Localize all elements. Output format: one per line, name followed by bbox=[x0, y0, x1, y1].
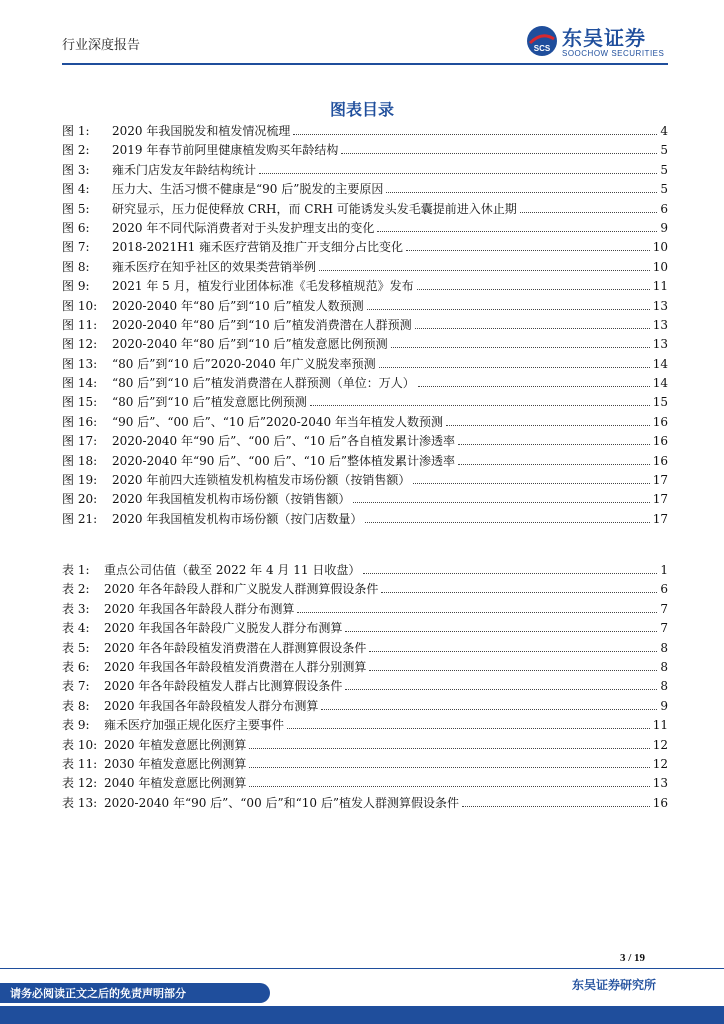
toc-entry-title: 2020-2040 年“90 后”、“00 后”、“10 后”各自植发累计渗透率 bbox=[112, 434, 456, 449]
toc-leader-dots bbox=[297, 600, 657, 613]
table-index-entry[interactable] bbox=[62, 561, 668, 580]
table-index-entry[interactable] bbox=[62, 736, 668, 755]
toc-entry-page: 12 bbox=[652, 756, 668, 771]
toc-leader-dots bbox=[381, 580, 657, 593]
toc-entry-label: 图 19: bbox=[62, 473, 98, 488]
toc-entry-label: 图 6: bbox=[62, 220, 90, 235]
toc-entry-page: 13 bbox=[652, 337, 668, 352]
figure-index-entry[interactable] bbox=[62, 200, 668, 219]
toc-entry-label: 图 7: bbox=[62, 240, 90, 255]
figure-index-entry[interactable] bbox=[62, 393, 668, 412]
toc-entry-label: 表 12: bbox=[62, 776, 98, 791]
toc-leader-dots bbox=[462, 794, 650, 807]
toc-entry-page: 6 bbox=[660, 582, 668, 597]
toc-entry-label: 表 4: bbox=[62, 621, 90, 636]
table-index-list bbox=[62, 561, 668, 813]
toc-entry-label: 图 17: bbox=[62, 434, 98, 449]
toc-entry-label: 图 10: bbox=[62, 298, 98, 313]
figure-index-entry[interactable] bbox=[62, 510, 668, 529]
toc-entry-label: 图 9: bbox=[62, 279, 90, 294]
toc-entry-page: 11 bbox=[652, 718, 668, 733]
toc-entry-title: 2020 年不同代际消费者对于头发护理支出的变化 bbox=[112, 220, 375, 235]
figure-index-entry[interactable] bbox=[62, 316, 668, 335]
toc-entry-title: 雍禾医疗在知乎社区的效果类营销举例 bbox=[112, 259, 317, 274]
toc-entry-page: 5 bbox=[660, 182, 668, 197]
toc-entry-title: 2020 年我国植发机构市场份额（按销售额） bbox=[112, 492, 351, 507]
toc-entry-title: 2030 年植发意愿比例测算 bbox=[104, 756, 247, 771]
toc-entry-title: 2020 年我国脱发和植发情况梳理 bbox=[112, 124, 291, 138]
logo-english-name: SOOCHOW SECURITIES bbox=[562, 49, 665, 58]
toc-entry-title: 2020 年前四大连锁植发机构植发市场份额（按销售额） bbox=[112, 473, 411, 488]
toc-entry-label: 图 11: bbox=[62, 317, 98, 332]
toc-entry-page: 17 bbox=[652, 511, 668, 526]
toc-leader-dots bbox=[345, 677, 657, 690]
toc-entry-label: 表 1: bbox=[62, 563, 90, 577]
toc-leader-dots bbox=[249, 736, 649, 749]
toc-entry-label: 图 3: bbox=[62, 162, 90, 177]
toc-entry-page: 13 bbox=[652, 776, 668, 791]
toc-entry-label: 表 7: bbox=[62, 679, 90, 694]
table-index-entry[interactable] bbox=[62, 755, 668, 774]
figure-index-list bbox=[62, 122, 668, 529]
toc-entry-page: 17 bbox=[652, 492, 668, 507]
page-title: 图表目录 bbox=[329, 100, 394, 119]
table-index-entry[interactable] bbox=[62, 677, 668, 696]
toc-entry-title: “90 后”、“00 后”、“10 后”2020-2040 年当年植发人数预测 bbox=[112, 414, 444, 429]
toc-leader-dots bbox=[310, 393, 650, 406]
toc-entry-label: 图 16: bbox=[62, 414, 98, 429]
figure-index-entry[interactable] bbox=[62, 355, 668, 374]
toc-entry-page: 14 bbox=[652, 356, 668, 371]
toc-leader-dots bbox=[379, 355, 650, 368]
figure-index-entry[interactable] bbox=[62, 432, 668, 451]
toc-leader-dots bbox=[341, 141, 657, 154]
toc-entry-page: 5 bbox=[660, 143, 668, 158]
figure-index-entry[interactable] bbox=[62, 490, 668, 509]
toc-leader-dots bbox=[321, 697, 657, 710]
toc-leader-dots bbox=[367, 297, 650, 310]
figure-index-entry[interactable] bbox=[62, 374, 668, 393]
toc-entry-title: “80 后”到“10 后”植发消费潜在人群预测（单位：万人） bbox=[112, 376, 415, 391]
table-index-entry[interactable] bbox=[62, 658, 668, 677]
toc-entry-label: 图 5: bbox=[62, 201, 90, 216]
toc-entry-title: 2020 年植发意愿比例测算 bbox=[104, 737, 247, 752]
toc-leader-dots bbox=[319, 258, 650, 271]
soochow-logo-icon bbox=[526, 25, 558, 57]
toc-entry-label: 表 10: bbox=[62, 737, 98, 752]
figure-index-entry[interactable] bbox=[62, 122, 668, 141]
toc-leader-dots bbox=[249, 774, 649, 787]
toc-entry-label: 图 8: bbox=[62, 259, 90, 274]
toc-leader-dots bbox=[369, 639, 657, 652]
toc-leader-dots bbox=[386, 180, 657, 193]
toc-entry-label: 表 5: bbox=[62, 640, 90, 655]
toc-entry-title: 2020 年我国植发机构市场份额（按门店数量） bbox=[112, 511, 363, 526]
logo-chinese-name: 东吴证券 bbox=[562, 26, 646, 50]
toc-entry-title: 重点公司估值（截至 2022 年 4 月 11 日收盘） bbox=[104, 563, 361, 577]
toc-entry-label: 表 3: bbox=[62, 601, 90, 616]
toc-entry-title: 2020-2040 年“80 后”到“10 后”植发人数预测 bbox=[112, 298, 364, 313]
toc-entry-label: 图 14: bbox=[62, 376, 98, 391]
toc-leader-dots bbox=[377, 219, 657, 232]
figure-index-entry[interactable] bbox=[62, 335, 668, 354]
toc-entry-page: 16 bbox=[652, 414, 668, 429]
toc-entry-title: 2018-2021H1 雍禾医疗营销及推广开支细分占比变化 bbox=[112, 240, 404, 255]
toc-leader-dots bbox=[406, 238, 650, 251]
toc-entry-page: 4 bbox=[660, 124, 668, 138]
toc-entry-page: 8 bbox=[660, 659, 668, 674]
figure-index-entry[interactable] bbox=[62, 180, 668, 199]
toc-leader-dots bbox=[365, 510, 649, 523]
footer-institute: 东吴证券研究所 bbox=[572, 978, 657, 992]
toc-entry-title: 雍禾医疗加强正规化医疗主要事件 bbox=[104, 718, 285, 733]
figure-index-entry[interactable] bbox=[62, 238, 668, 257]
toc-entry-page: 7 bbox=[660, 621, 668, 636]
toc-leader-dots bbox=[391, 335, 650, 348]
page-number: 3 / 19 bbox=[620, 952, 646, 964]
toc-leader-dots bbox=[520, 200, 658, 213]
toc-leader-dots bbox=[418, 374, 650, 387]
table-index-entry[interactable] bbox=[62, 639, 668, 658]
figure-index-entry[interactable] bbox=[62, 141, 668, 160]
toc-leader-dots bbox=[413, 471, 649, 484]
figure-index-entry[interactable] bbox=[62, 413, 668, 432]
toc-entry-label: 图 12: bbox=[62, 337, 98, 352]
toc-entry-title: 2020-2040 年“80 后”到“10 后”植发消费潜在人群预测 bbox=[112, 317, 412, 332]
table-index-entry[interactable] bbox=[62, 794, 668, 813]
toc-entry-page: 5 bbox=[660, 162, 668, 177]
toc-entry-label: 表 13: bbox=[62, 795, 98, 810]
toc-entry-title: 2020 年各年龄段植发人群占比测算假设条件 bbox=[104, 679, 343, 694]
disclaimer-banner bbox=[0, 983, 270, 1003]
disclaimer-notice: 请务必阅读正文之后的免责声明部分 bbox=[10, 987, 186, 1000]
toc-entry-page: 14 bbox=[652, 376, 668, 391]
toc-entry-page: 17 bbox=[652, 473, 668, 488]
toc-entry-label: 表 8: bbox=[62, 698, 90, 713]
figure-index-entry[interactable] bbox=[62, 471, 668, 490]
toc-entry-page: 6 bbox=[660, 201, 668, 216]
toc-leader-dots bbox=[458, 432, 650, 445]
toc-entry-page: 8 bbox=[660, 640, 668, 655]
toc-entry-title: “80 后”到“10 后”植发意愿比例预测 bbox=[112, 395, 307, 410]
toc-entry-title: 2020 年我国各年龄段植发人群分布测算 bbox=[104, 698, 319, 713]
table-index-entry[interactable] bbox=[62, 697, 668, 716]
toc-entry-page: 9 bbox=[660, 220, 668, 235]
figure-index-entry[interactable] bbox=[62, 452, 668, 471]
toc-entry-page: 16 bbox=[652, 453, 668, 468]
toc-leader-dots bbox=[458, 452, 650, 465]
toc-entry-label: 图 2: bbox=[62, 143, 90, 158]
toc-entry-label: 图 13: bbox=[62, 356, 98, 371]
table-index-entry[interactable] bbox=[62, 774, 668, 793]
toc-entry-page: 15 bbox=[652, 395, 668, 410]
toc-entry-label: 表 6: bbox=[62, 659, 90, 674]
toc-leader-dots bbox=[415, 316, 650, 329]
toc-entry-title: 2020 年各年龄段植发消费潜在人群测算假设条件 bbox=[104, 640, 367, 655]
toc-entry-label: 表 2: bbox=[62, 582, 90, 597]
table-index-entry[interactable] bbox=[62, 600, 668, 619]
toc-entry-title: “80 后”到“10 后”2020-2040 年广义脱发率预测 bbox=[112, 356, 376, 371]
toc-entry-title: 2020-2040 年“90 后”、“00 后”和“10 后”植发人群测算假设条件 bbox=[104, 795, 460, 810]
figure-index-entry[interactable] bbox=[62, 219, 668, 238]
header-divider bbox=[62, 63, 668, 65]
toc-leader-dots bbox=[446, 413, 650, 426]
bottom-band bbox=[0, 1006, 724, 1024]
logo-mark-text: SCS bbox=[533, 44, 551, 53]
toc-entry-page: 1 bbox=[660, 563, 668, 577]
figure-index-entry[interactable] bbox=[62, 161, 668, 180]
toc-entry-title: 2020 年各年龄段人群和广义脱发人群测算假设条件 bbox=[104, 582, 379, 597]
toc-leader-dots bbox=[345, 619, 657, 632]
figure-index-entry[interactable] bbox=[62, 258, 668, 277]
toc-entry-page: 12 bbox=[652, 737, 668, 752]
toc-entry-title: 2020 年我国各年龄段人群分布测算 bbox=[104, 601, 295, 616]
toc-entry-title: 2020 年我国各年龄段植发消费潜在人群分别测算 bbox=[104, 659, 367, 674]
toc-leader-dots bbox=[249, 755, 649, 768]
toc-entry-title: 2040 年植发意愿比例测算 bbox=[104, 776, 247, 791]
toc-entry-page: 7 bbox=[660, 601, 668, 616]
toc-leader-dots bbox=[353, 490, 649, 503]
toc-entry-label: 表 9: bbox=[62, 718, 90, 733]
figure-index-entry[interactable] bbox=[62, 277, 668, 296]
toc-leader-dots bbox=[287, 716, 650, 729]
toc-entry-title: 研究显示，压力促使释放 CRH，而 CRH 可能诱发头发毛囊提前进入休止期 bbox=[112, 201, 517, 216]
toc-leader-dots bbox=[293, 122, 657, 135]
toc-entry-page: 11 bbox=[652, 279, 668, 294]
toc-entry-page: 13 bbox=[652, 317, 668, 332]
toc-leader-dots bbox=[363, 561, 657, 574]
toc-entry-title: 2021 年 5 月，植发行业团体标准《毛发移植规范》发布 bbox=[112, 279, 414, 294]
toc-entry-label: 图 15: bbox=[62, 395, 98, 410]
toc-leader-dots bbox=[369, 658, 657, 671]
toc-entry-title: 2019 年春节前阿里健康植发购买年龄结构 bbox=[112, 143, 339, 158]
toc-entry-title: 雍禾门店发友年龄结构统计 bbox=[112, 162, 257, 177]
table-index-entry[interactable] bbox=[62, 580, 668, 599]
toc-entry-page: 9 bbox=[660, 698, 668, 713]
toc-entry-label: 图 1: bbox=[62, 124, 90, 138]
report-category: 行业深度报告 bbox=[62, 38, 141, 53]
toc-entry-page: 16 bbox=[652, 434, 668, 449]
table-index-entry[interactable] bbox=[62, 716, 668, 735]
toc-entry-title: 压力大、生活习惯不健康是“90 后”脱发的主要原因 bbox=[112, 182, 384, 197]
toc-entry-page: 16 bbox=[652, 795, 668, 810]
company-logo bbox=[526, 22, 676, 62]
toc-entry-page: 13 bbox=[652, 298, 668, 313]
toc-leader-dots bbox=[417, 277, 650, 290]
table-index-entry[interactable] bbox=[62, 619, 668, 638]
figure-index-entry[interactable] bbox=[62, 297, 668, 316]
toc-entry-title: 2020-2040 年“90 后”、“00 后”、“10 后”整体植发累计渗透率 bbox=[112, 453, 456, 468]
toc-entry-page: 10 bbox=[652, 240, 668, 255]
toc-entry-title: 2020 年我国各年龄段广义脱发人群分布测算 bbox=[104, 621, 343, 636]
footer-divider bbox=[0, 968, 724, 969]
toc-entry-label: 图 21: bbox=[62, 511, 98, 526]
toc-entry-label: 图 4: bbox=[62, 182, 90, 197]
toc-entry-label: 图 18: bbox=[62, 453, 98, 468]
toc-entry-page: 8 bbox=[660, 679, 668, 694]
toc-leader-dots bbox=[259, 161, 657, 174]
toc-entry-title: 2020-2040 年“80 后”到“10 后”植发意愿比例预测 bbox=[112, 337, 388, 352]
toc-entry-label: 表 11: bbox=[62, 756, 98, 771]
toc-entry-label: 图 20: bbox=[62, 492, 98, 507]
toc-entry-page: 10 bbox=[652, 259, 668, 274]
